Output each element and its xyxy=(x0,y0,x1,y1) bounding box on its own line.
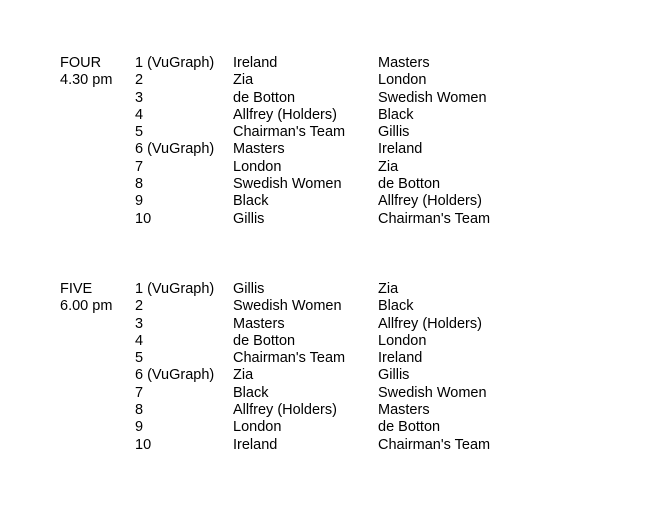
home-team: Zia xyxy=(233,367,254,384)
home-team: Allfrey (Holders) xyxy=(233,402,337,419)
away-team: Gillis xyxy=(378,124,410,141)
table-row xyxy=(135,124,490,141)
table-row xyxy=(135,333,490,350)
table-row xyxy=(135,281,490,298)
match-number: 2 xyxy=(135,298,144,315)
table-row xyxy=(135,367,490,384)
home-team: Gillis xyxy=(233,281,265,297)
home-team: Chairman's Team xyxy=(233,350,346,367)
away-team: Allfrey (Holders) xyxy=(378,315,482,332)
session-name: FIVE xyxy=(60,281,93,297)
session-name: FOUR xyxy=(60,55,102,71)
match-number: 10 xyxy=(135,436,152,453)
away-team: London xyxy=(378,332,427,349)
away-team: Masters xyxy=(378,55,430,71)
table-row xyxy=(135,90,490,107)
match-number: 5 xyxy=(135,124,144,141)
home-team: London xyxy=(233,158,282,175)
home-team: Black xyxy=(233,193,269,210)
away-team: Chairman's Team xyxy=(378,210,491,227)
table-row xyxy=(135,107,490,124)
away-team: Gillis xyxy=(378,367,410,384)
match-number: 4 xyxy=(135,332,144,349)
match-number: 8 xyxy=(135,402,144,419)
away-team: Ireland xyxy=(378,141,423,158)
session-time: 6.00 pm xyxy=(60,298,113,315)
home-team: Chairman's Team xyxy=(233,124,346,141)
match-number: 3 xyxy=(135,89,144,106)
match-number: 9 xyxy=(135,193,144,210)
home-team: de Botton xyxy=(233,332,296,349)
home-team: Allfrey (Holders) xyxy=(233,106,337,123)
table-row xyxy=(135,385,490,402)
table-row xyxy=(135,159,490,176)
match-number: 3 xyxy=(135,315,144,332)
home-team: Swedish Women xyxy=(233,298,342,315)
away-team: London xyxy=(378,72,427,89)
away-team: Black xyxy=(378,298,414,315)
away-team: de Botton xyxy=(378,419,441,436)
table-row xyxy=(135,211,490,228)
away-team: Swedish Women xyxy=(378,384,487,401)
match-number: 6 (VuGraph) xyxy=(135,141,215,158)
table-row xyxy=(135,316,490,333)
match-number: 10 xyxy=(135,210,152,227)
match-number: 7 xyxy=(135,384,144,401)
match-number: 4 xyxy=(135,106,144,123)
home-team: Black xyxy=(233,384,269,401)
table-row xyxy=(135,176,490,193)
away-team: Swedish Women xyxy=(378,89,487,106)
session-heading xyxy=(60,55,135,90)
match-number: 9 xyxy=(135,419,144,436)
match-number: 1 (VuGraph) xyxy=(135,281,215,297)
away-team: Ireland xyxy=(378,350,423,367)
away-team: Masters xyxy=(378,402,430,419)
away-team: Zia xyxy=(378,158,399,175)
table-row xyxy=(135,72,490,89)
table-row xyxy=(135,141,490,158)
away-team: Black xyxy=(378,106,414,123)
table-row xyxy=(135,55,490,72)
session-time: 4.30 pm xyxy=(60,72,113,89)
table-row xyxy=(135,419,490,436)
home-team: de Botton xyxy=(233,89,296,106)
match-number: 8 xyxy=(135,176,144,193)
table-row xyxy=(135,350,490,367)
home-team: Ireland xyxy=(233,436,278,453)
home-team: Zia xyxy=(233,72,254,89)
home-team: Ireland xyxy=(233,55,278,71)
home-team: Masters xyxy=(233,315,285,332)
home-team: Gillis xyxy=(233,210,265,227)
match-list xyxy=(135,281,490,454)
match-number: 2 xyxy=(135,72,144,89)
away-team: Zia xyxy=(378,281,399,297)
table-row xyxy=(135,298,490,315)
home-team: London xyxy=(233,419,282,436)
match-number: 5 xyxy=(135,350,144,367)
match-number: 1 (VuGraph) xyxy=(135,55,215,71)
home-team: Masters xyxy=(233,141,285,158)
away-team: Chairman's Team xyxy=(378,436,491,453)
table-row xyxy=(135,402,490,419)
match-number: 6 (VuGraph) xyxy=(135,367,215,384)
away-team: Allfrey (Holders) xyxy=(378,193,482,210)
match-number: 7 xyxy=(135,158,144,175)
table-row xyxy=(135,437,490,454)
table-row xyxy=(135,193,490,210)
away-team: de Botton xyxy=(378,176,441,193)
session-heading xyxy=(60,281,135,316)
home-team: Swedish Women xyxy=(233,176,342,193)
match-list xyxy=(135,55,490,228)
